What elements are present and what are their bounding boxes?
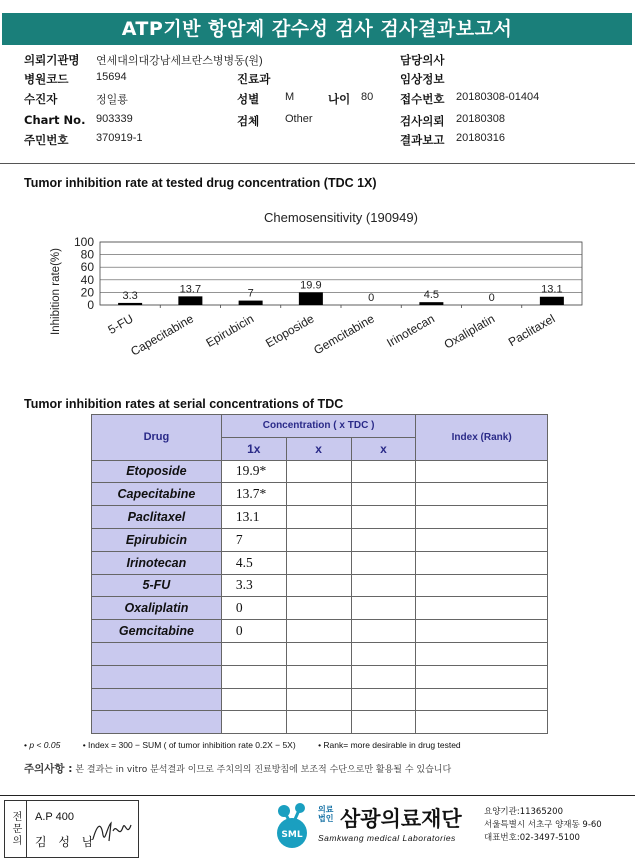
index-cell bbox=[416, 711, 548, 734]
bar bbox=[178, 296, 202, 305]
bullet-3: • bbox=[318, 740, 324, 750]
value-1x-cell bbox=[221, 642, 286, 665]
data-label: 0 bbox=[488, 292, 495, 304]
x-tick-label: Irinotecan bbox=[384, 311, 437, 350]
drug-name-cell: Epirubicin bbox=[92, 528, 222, 551]
data-label: 13.7 bbox=[179, 283, 202, 296]
institution-label: 의뢰기관명 bbox=[24, 53, 80, 67]
bar bbox=[299, 292, 323, 305]
drug-name-cell: 5-FU bbox=[92, 574, 222, 597]
sml-logo-icon bbox=[270, 800, 314, 850]
index-cell bbox=[416, 483, 548, 506]
empty-conc-cell bbox=[286, 551, 351, 574]
empty-conc-cell bbox=[351, 711, 416, 734]
results-table-wrap bbox=[91, 414, 548, 734]
value-1x-cell: 3.3 bbox=[221, 574, 286, 597]
y-tick-label: 60 bbox=[80, 260, 94, 275]
report-value: 20180316 bbox=[456, 132, 505, 144]
table-row bbox=[92, 597, 548, 620]
y-tick-label: 100 bbox=[73, 235, 94, 249]
specialist-label: 전문의 bbox=[5, 801, 27, 857]
table-row bbox=[92, 665, 548, 688]
patient-value: 정일룡 bbox=[96, 94, 128, 106]
conc-x-header-2: x bbox=[286, 437, 351, 460]
index-cell bbox=[416, 574, 548, 597]
value-1x-cell: 13.7* bbox=[221, 483, 286, 506]
request-value: 20180308 bbox=[456, 113, 505, 125]
drug-name-cell bbox=[92, 642, 222, 665]
notice bbox=[24, 761, 451, 776]
signature-box bbox=[4, 800, 139, 858]
plot-frame bbox=[100, 242, 582, 305]
logo-badge-text: SML bbox=[281, 830, 303, 840]
empty-conc-cell bbox=[286, 483, 351, 506]
empty-conc-cell bbox=[351, 574, 416, 597]
chart-value: 903339 bbox=[96, 113, 133, 125]
value-1x-cell bbox=[221, 711, 286, 734]
y-tick-label: 80 bbox=[80, 247, 94, 262]
bar bbox=[118, 303, 142, 305]
sex-value: M bbox=[285, 91, 295, 103]
notice-text: 본 결과는 in vitro 분석결과 이므로 주치의의 진료방침에 보조적 수단으로만 활용될 수 있습니다 bbox=[75, 765, 452, 775]
drug-name-cell: Capecitabine bbox=[92, 483, 222, 506]
index-cell bbox=[416, 460, 548, 483]
empty-conc-cell bbox=[286, 574, 351, 597]
footnote-p: p < 0.05 bbox=[29, 740, 61, 750]
results-table bbox=[91, 414, 548, 734]
x-tick-label: Paclitaxel bbox=[505, 311, 558, 350]
index-cell bbox=[416, 688, 548, 711]
specimen-value: Other bbox=[285, 113, 313, 125]
empty-conc-cell bbox=[351, 597, 416, 620]
resident-label: 주민번호 bbox=[24, 133, 69, 147]
doctor-label: 담당의사 bbox=[400, 53, 445, 67]
table-row bbox=[92, 528, 548, 551]
results-body bbox=[92, 460, 548, 734]
empty-conc-cell bbox=[286, 597, 351, 620]
specialist-name: 김 성 남 bbox=[35, 835, 98, 849]
footnote-index: Index = 300 − SUM ( of tumor inhibition rate 0.2X − 5X) bbox=[88, 740, 296, 750]
footnotes bbox=[24, 740, 461, 750]
drug-name-cell bbox=[92, 665, 222, 688]
index-cell bbox=[416, 528, 548, 551]
empty-conc-cell bbox=[286, 642, 351, 665]
clinical-label: 임상정보 bbox=[400, 72, 445, 86]
value-1x-cell: 0 bbox=[221, 597, 286, 620]
bar bbox=[540, 297, 564, 305]
org-address: 서울특별시 서초구 양재동 9-60 bbox=[484, 820, 602, 830]
receipt-value: 20180308-01404 bbox=[456, 91, 540, 103]
empty-conc-cell bbox=[351, 551, 416, 574]
table-row bbox=[92, 688, 548, 711]
drug-header: Drug bbox=[92, 415, 222, 461]
value-1x-cell: 0 bbox=[221, 620, 286, 643]
x-tick-label: Etoposide bbox=[263, 311, 317, 351]
empty-conc-cell bbox=[351, 460, 416, 483]
table-row bbox=[92, 551, 548, 574]
y-tick-label: 40 bbox=[80, 272, 94, 287]
org-code: 요양기관:11365200 bbox=[484, 807, 563, 817]
divider-top bbox=[0, 163, 635, 164]
drug-name-cell: Etoposide bbox=[92, 460, 222, 483]
value-1x-cell: 7 bbox=[221, 528, 286, 551]
data-label: 19.9 bbox=[300, 279, 322, 292]
empty-conc-cell bbox=[351, 528, 416, 551]
empty-conc-cell bbox=[286, 688, 351, 711]
x-tick-label: Capecitabine bbox=[128, 311, 196, 359]
footnote-rank: Rank= more desirable in drug tested bbox=[323, 740, 461, 750]
data-label: 7 bbox=[247, 287, 254, 300]
empty-conc-cell bbox=[351, 620, 416, 643]
org-phone: 대표번호:02-3497-5100 bbox=[484, 833, 580, 843]
x-tick-label: Oxaliplatin bbox=[441, 311, 498, 352]
empty-conc-cell bbox=[286, 506, 351, 529]
drug-name-cell: Oxaliplatin bbox=[92, 597, 222, 620]
sex-label: 성별 bbox=[237, 92, 260, 106]
section1-title: Tumor inhibition rate at tested drug concentration (TDC 1X) bbox=[24, 176, 377, 190]
index-header: Index (Rank) bbox=[416, 415, 548, 461]
empty-conc-cell bbox=[286, 528, 351, 551]
empty-conc-cell bbox=[351, 665, 416, 688]
drug-name-cell bbox=[92, 688, 222, 711]
conc-x-header-3: x bbox=[351, 437, 416, 460]
specimen-label: 검체 bbox=[237, 114, 260, 128]
receipt-label: 접수번호 bbox=[400, 92, 445, 106]
value-1x-cell: 4.5 bbox=[221, 551, 286, 574]
bar bbox=[239, 301, 263, 305]
ap-number: A.P 400 bbox=[35, 811, 74, 823]
report-label: 결과보고 bbox=[400, 133, 445, 147]
table-row bbox=[92, 711, 548, 734]
index-cell bbox=[416, 642, 548, 665]
hospital-code-value: 15694 bbox=[96, 71, 127, 83]
signature-scribble-icon bbox=[89, 817, 135, 847]
empty-conc-cell bbox=[286, 460, 351, 483]
report-title: ATP기반 항암제 감수성 검사 검사결과보고서 bbox=[2, 13, 632, 45]
conc-1x-header: 1x bbox=[221, 437, 286, 460]
hospital-code-label: 병원코드 bbox=[24, 72, 69, 86]
x-tick-label: Gemcitabine bbox=[311, 311, 377, 358]
y-axis-label: Inhibition rate(%) bbox=[50, 248, 62, 335]
conc-header: Concentration ( x TDC ) bbox=[221, 415, 416, 438]
institution-value: 연세대의대강남세브란스병병동(원) bbox=[96, 55, 263, 67]
age-value: 80 bbox=[361, 91, 374, 103]
empty-conc-cell bbox=[351, 642, 416, 665]
data-label: 4.5 bbox=[423, 289, 440, 302]
table-row bbox=[92, 483, 548, 506]
divider-bottom bbox=[0, 795, 635, 796]
empty-conc-cell bbox=[351, 688, 416, 711]
bar bbox=[419, 302, 443, 305]
empty-conc-cell bbox=[286, 711, 351, 734]
bullet-2: • bbox=[82, 740, 89, 750]
dept-label: 진료과 bbox=[237, 72, 271, 86]
data-label: 0 bbox=[368, 292, 375, 304]
drug-name-cell: Paclitaxel bbox=[92, 506, 222, 529]
bullet-1: • bbox=[24, 740, 30, 750]
org-name: 삼광의료재단 bbox=[340, 807, 462, 831]
value-1x-cell: 13.1 bbox=[221, 506, 286, 529]
value-1x-cell bbox=[221, 688, 286, 711]
index-cell bbox=[416, 665, 548, 688]
resident-value: 370919-1 bbox=[96, 132, 143, 144]
chemosensitivity-chart bbox=[40, 205, 600, 385]
drug-name-cell: Irinotecan bbox=[92, 551, 222, 574]
index-cell bbox=[416, 506, 548, 529]
age-label: 나이 bbox=[328, 92, 351, 106]
chart-title: Chemosensitivity (190949) bbox=[264, 210, 418, 225]
table-row bbox=[92, 620, 548, 643]
index-cell bbox=[416, 551, 548, 574]
empty-conc-cell bbox=[286, 620, 351, 643]
value-1x-cell: 19.9* bbox=[221, 460, 286, 483]
notice-label: 주의사항 : bbox=[24, 763, 73, 775]
request-label: 검사의뢰 bbox=[400, 114, 445, 128]
y-tick-label: 20 bbox=[80, 285, 94, 300]
empty-conc-cell bbox=[351, 483, 416, 506]
chart-label: Chart No. bbox=[24, 113, 86, 127]
table-row bbox=[92, 642, 548, 665]
x-tick-label: Epirubicin bbox=[203, 311, 257, 350]
empty-conc-cell bbox=[286, 665, 351, 688]
value-1x-cell bbox=[221, 665, 286, 688]
patient-label: 수진자 bbox=[24, 92, 58, 106]
empty-conc-cell bbox=[351, 506, 416, 529]
table-row bbox=[92, 574, 548, 597]
drug-name-cell bbox=[92, 711, 222, 734]
y-tick-label: 0 bbox=[87, 298, 94, 312]
org-address-block bbox=[484, 806, 602, 845]
org-prefix: 의료 법인 bbox=[318, 805, 334, 823]
table-row bbox=[92, 460, 548, 483]
x-tick-label: 5-FU bbox=[105, 311, 136, 337]
index-cell bbox=[416, 620, 548, 643]
chart-svg bbox=[40, 205, 600, 385]
section2-title: Tumor inhibition rates at serial concentrations of TDC bbox=[24, 397, 344, 411]
sml-logo bbox=[270, 800, 314, 854]
index-cell bbox=[416, 597, 548, 620]
org-english: Samkwang medical Laboratories bbox=[318, 833, 456, 843]
data-label: 13.1 bbox=[541, 283, 563, 296]
drug-name-cell: Gemcitabine bbox=[92, 620, 222, 643]
table-row bbox=[92, 506, 548, 529]
data-label: 3.3 bbox=[122, 289, 138, 302]
